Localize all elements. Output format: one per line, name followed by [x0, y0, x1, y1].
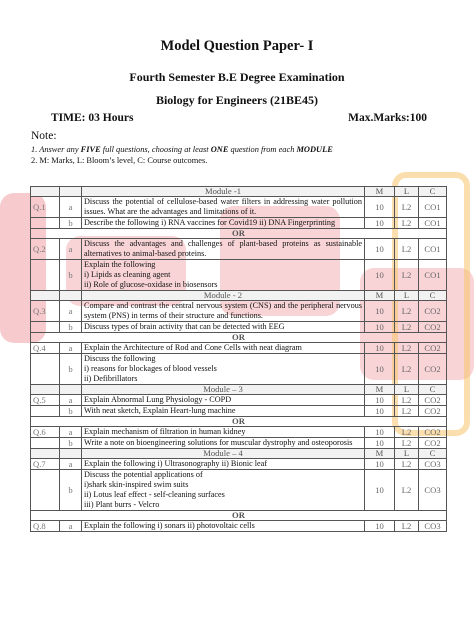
question-text: Explain Abnormal Lung Physiology - COPD — [82, 395, 365, 406]
blooms-level: L2 — [395, 260, 419, 291]
course-outcome: CO3 — [419, 470, 447, 511]
course-outcome: CO1 — [419, 239, 447, 260]
question-text: Discuss types of brain activity that can be detected with EEG — [82, 322, 365, 333]
question-row — [31, 459, 447, 470]
question-marks: 10 — [365, 239, 395, 260]
note1-text: full questions, choosing at least — [100, 145, 211, 154]
exam-time: TIME: 03 Hours — [51, 112, 134, 124]
question-part: a — [60, 395, 82, 406]
question-part: a — [60, 521, 82, 532]
blooms-level: L2 — [395, 521, 419, 532]
question-part: a — [60, 301, 82, 322]
question-number — [31, 438, 60, 449]
question-text: Explain the following i) Ultrasonography ii) Bionic leaf — [82, 459, 365, 470]
course-outcome: CO2 — [419, 343, 447, 354]
question-text: Explain the following i) sonars ii) photovoltaic cells — [82, 521, 365, 532]
col-header-m: M — [365, 291, 395, 301]
question-number: Q.1 — [31, 197, 60, 218]
question-text: Explain mechanism of filtration in human kidney — [82, 427, 365, 438]
col-header-m: M — [365, 187, 395, 197]
note-line-2: 2. M: Marks, L: Bloom’s level, C: Course outcomes. — [31, 156, 208, 165]
question-marks: 10 — [365, 197, 395, 218]
note1-text: 1. Answer any — [31, 145, 81, 154]
question-text: Explain the Architecture of Rod and Cone Cells with neat diagram — [82, 343, 365, 354]
or-separator-row — [31, 511, 447, 521]
question-marks: 10 — [365, 395, 395, 406]
or-separator-row — [31, 229, 447, 239]
question-text: Discuss the advantages and challenges of plant-based proteins as sustainable alternatives to animal-based proteins. — [82, 239, 365, 260]
question-marks: 10 — [365, 322, 395, 333]
blooms-level: L2 — [395, 406, 419, 417]
col-header-m: M — [365, 385, 395, 395]
question-table — [30, 186, 447, 532]
col-header-c: C — [419, 291, 447, 301]
course-outcome: CO2 — [419, 406, 447, 417]
or-label: OR — [31, 417, 447, 427]
blooms-level: L2 — [395, 239, 419, 260]
or-label: OR — [31, 333, 447, 343]
qn-col-empty — [31, 385, 60, 395]
question-part: b — [60, 406, 82, 417]
course-outcome: CO2 — [419, 301, 447, 322]
question-row — [31, 395, 447, 406]
note1-bold-five: FIVE — [80, 145, 101, 154]
question-number: Q.4 — [31, 343, 60, 354]
col-header-c: C — [419, 449, 447, 459]
question-text: Describe the following i) RNA vaccines for Covid19 ii) DNA Fingerprinting — [82, 218, 365, 229]
question-row — [31, 218, 447, 229]
question-number: Q.8 — [31, 521, 60, 532]
module-label: Module -1 — [82, 187, 365, 197]
module-header-row — [31, 385, 447, 395]
question-number: Q.2 — [31, 239, 60, 260]
question-row — [31, 406, 447, 417]
question-part: b — [60, 354, 82, 385]
question-part: a — [60, 239, 82, 260]
question-marks: 10 — [365, 354, 395, 385]
question-row — [31, 239, 447, 260]
course-outcome: CO2 — [419, 395, 447, 406]
question-part: b — [60, 322, 82, 333]
blooms-level: L2 — [395, 301, 419, 322]
question-part: b — [60, 260, 82, 291]
question-text: Write a note on bioengineering solutions for muscular dystrophy and osteoporosis — [82, 438, 365, 449]
sub-col-empty — [60, 449, 82, 459]
note-heading: Note: — [31, 130, 57, 142]
question-row — [31, 322, 447, 333]
question-marks: 10 — [365, 260, 395, 291]
question-number: Q.7 — [31, 459, 60, 470]
col-header-l: L — [395, 385, 419, 395]
blooms-level: L2 — [395, 354, 419, 385]
question-number — [31, 354, 60, 385]
question-marks: 10 — [365, 470, 395, 511]
question-part: a — [60, 459, 82, 470]
or-label: OR — [31, 229, 447, 239]
question-marks: 10 — [365, 438, 395, 449]
question-number: Q.5 — [31, 395, 60, 406]
blooms-level: L2 — [395, 395, 419, 406]
question-marks: 10 — [365, 459, 395, 470]
question-marks: 10 — [365, 521, 395, 532]
question-part: b — [60, 470, 82, 511]
question-part: a — [60, 197, 82, 218]
question-part: b — [60, 218, 82, 229]
question-text: Discuss the following i) reasons for blockages of blood vessels ii) Defibrillators — [82, 354, 365, 385]
question-marks: 10 — [365, 406, 395, 417]
col-header-m: M — [365, 449, 395, 459]
max-marks: Max.Marks:100 — [348, 112, 427, 124]
question-marks: 10 — [365, 301, 395, 322]
sub-col-empty — [60, 385, 82, 395]
question-row — [31, 260, 447, 291]
course-outcome: CO3 — [419, 459, 447, 470]
subject-title: Biology for Engineers (21BE45) — [155, 93, 319, 107]
blooms-level: L2 — [395, 427, 419, 438]
question-number — [31, 260, 60, 291]
question-row — [31, 438, 447, 449]
question-text: Compare and contrast the central nervous system (CNS) and the peripheral nervous system (PNS) in terms of their structure and functions. — [82, 301, 365, 322]
question-marks: 10 — [365, 343, 395, 354]
col-header-c: C — [419, 187, 447, 197]
blooms-level: L2 — [395, 197, 419, 218]
question-row — [31, 521, 447, 532]
question-row — [31, 354, 447, 385]
col-header-c: C — [419, 385, 447, 395]
question-number: Q.3 — [31, 301, 60, 322]
question-marks: 10 — [365, 427, 395, 438]
question-part: b — [60, 438, 82, 449]
blooms-level: L2 — [395, 470, 419, 511]
module-header-row — [31, 449, 447, 459]
question-text: Discuss the potential of cellulose-based water filters in addressing water pollution issues. What are the advantages and limitations of it. — [82, 197, 365, 218]
module-header-row — [31, 291, 447, 301]
question-number — [31, 218, 60, 229]
course-outcome: CO2 — [419, 427, 447, 438]
or-label: OR — [31, 511, 447, 521]
page-title: Model Question Paper- I — [160, 38, 314, 54]
question-number: Q.6 — [31, 427, 60, 438]
question-text: Discuss the potential applications of i)shark skin-inspired swim suits ii) Lotus leaf effect - self-cleaning surfaces iii) Plant burrs - Velcro — [82, 470, 365, 511]
col-header-l: L — [395, 449, 419, 459]
sub-col-empty — [60, 291, 82, 301]
note1-bold-one: ONE — [210, 145, 229, 154]
module-label: Module – 3 — [82, 385, 365, 395]
question-row — [31, 427, 447, 438]
question-row — [31, 343, 447, 354]
question-marks: 10 — [365, 218, 395, 229]
or-separator-row — [31, 333, 447, 343]
question-part: a — [60, 427, 82, 438]
blooms-level: L2 — [395, 218, 419, 229]
question-text: Explain the following i) Lipids as cleaning agent ii) Role of glucose-oxidase in biosensors — [82, 260, 365, 291]
note1-bold-module: MODULE — [296, 145, 333, 154]
question-row — [31, 301, 447, 322]
col-header-l: L — [395, 291, 419, 301]
question-number — [31, 470, 60, 511]
qn-col-empty — [31, 187, 60, 197]
or-separator-row — [31, 417, 447, 427]
qn-col-empty — [31, 291, 60, 301]
module-label: Module – 4 — [82, 449, 365, 459]
question-row — [31, 470, 447, 511]
course-outcome: CO2 — [419, 322, 447, 333]
note-line-1 — [31, 145, 333, 154]
question-row — [31, 197, 447, 218]
course-outcome: CO1 — [419, 260, 447, 291]
course-outcome: CO1 — [419, 218, 447, 229]
module-label: Module - 2 — [82, 291, 365, 301]
course-outcome: CO1 — [419, 197, 447, 218]
sub-col-empty — [60, 187, 82, 197]
question-text: With neat sketch, Explain Heart-lung machine — [82, 406, 365, 417]
question-number — [31, 322, 60, 333]
note1-text: question from each — [228, 145, 297, 154]
question-part: a — [60, 343, 82, 354]
course-outcome: CO3 — [419, 521, 447, 532]
blooms-level: L2 — [395, 438, 419, 449]
col-header-l: L — [395, 187, 419, 197]
qn-col-empty — [31, 449, 60, 459]
question-number — [31, 406, 60, 417]
blooms-level: L2 — [395, 343, 419, 354]
module-header-row — [31, 187, 447, 197]
course-outcome: CO2 — [419, 354, 447, 385]
exam-title: Fourth Semester B.E Degree Examination — [129, 70, 345, 84]
course-outcome: CO2 — [419, 438, 447, 449]
blooms-level: L2 — [395, 459, 419, 470]
blooms-level: L2 — [395, 322, 419, 333]
